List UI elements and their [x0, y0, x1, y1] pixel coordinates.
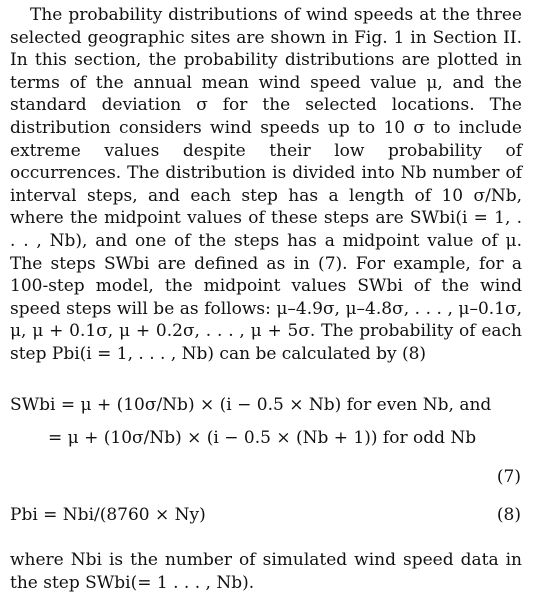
equation-7-line-1	[0, 395, 533, 419]
equation-7-line-2-text: = μ + (10σ/Nb) × (i − 0.5 × (Nb + 1)) for odd Nb	[48, 428, 477, 448]
equation-7-line-1-text: SWbi = μ + (10σ/Nb) × (i − 0.5 × Nb) for even Nb, and	[10, 395, 492, 415]
equation-8-number: (8)	[496, 505, 521, 525]
equation-7-number: (7)	[496, 467, 521, 487]
body-paragraph-definition: where Nbi is the number of simulated wind speed data in the step SWbi(= 1 . . . , Nb).	[10, 550, 522, 593]
equation-7-number-row	[0, 467, 533, 491]
equation-8-text: Pbi = Nbi/(8760 × Ny)	[10, 505, 206, 525]
equation-8	[0, 505, 533, 529]
body-paragraph-intro: The probability distributions of wind speeds at the three selected geographic sites are shown in Fig. 1 in Section II. In this section, the probability distributions are plotted in terms of the annual mean wind speed value μ, and the standard deviation σ for the selected locations. The distribution considers wind speeds up to 10 σ to include extreme values despite their low probability of occurrences. The distribution is divided into Nb number of interval steps, and each step has a length of 10 σ/Nb, where the midpoint values of these steps are SWbi(i = 1, . . . , Nb), and one of the steps has a midpoint value of μ. The steps SWbi are defined as in (7). For example, for a 100-step model, the midpoint values SWbi of the wind speed steps will be as follows: μ–4.9σ, μ–4.8σ, . . . , μ–0.1σ, μ, μ + 0.1σ, μ + 0.2σ, . . . , μ + 5σ. The probability of each step Pbi(i = 1, . . . , Nb) can be calculated by (8)	[10, 5, 522, 364]
equation-7-line-2	[0, 428, 533, 452]
